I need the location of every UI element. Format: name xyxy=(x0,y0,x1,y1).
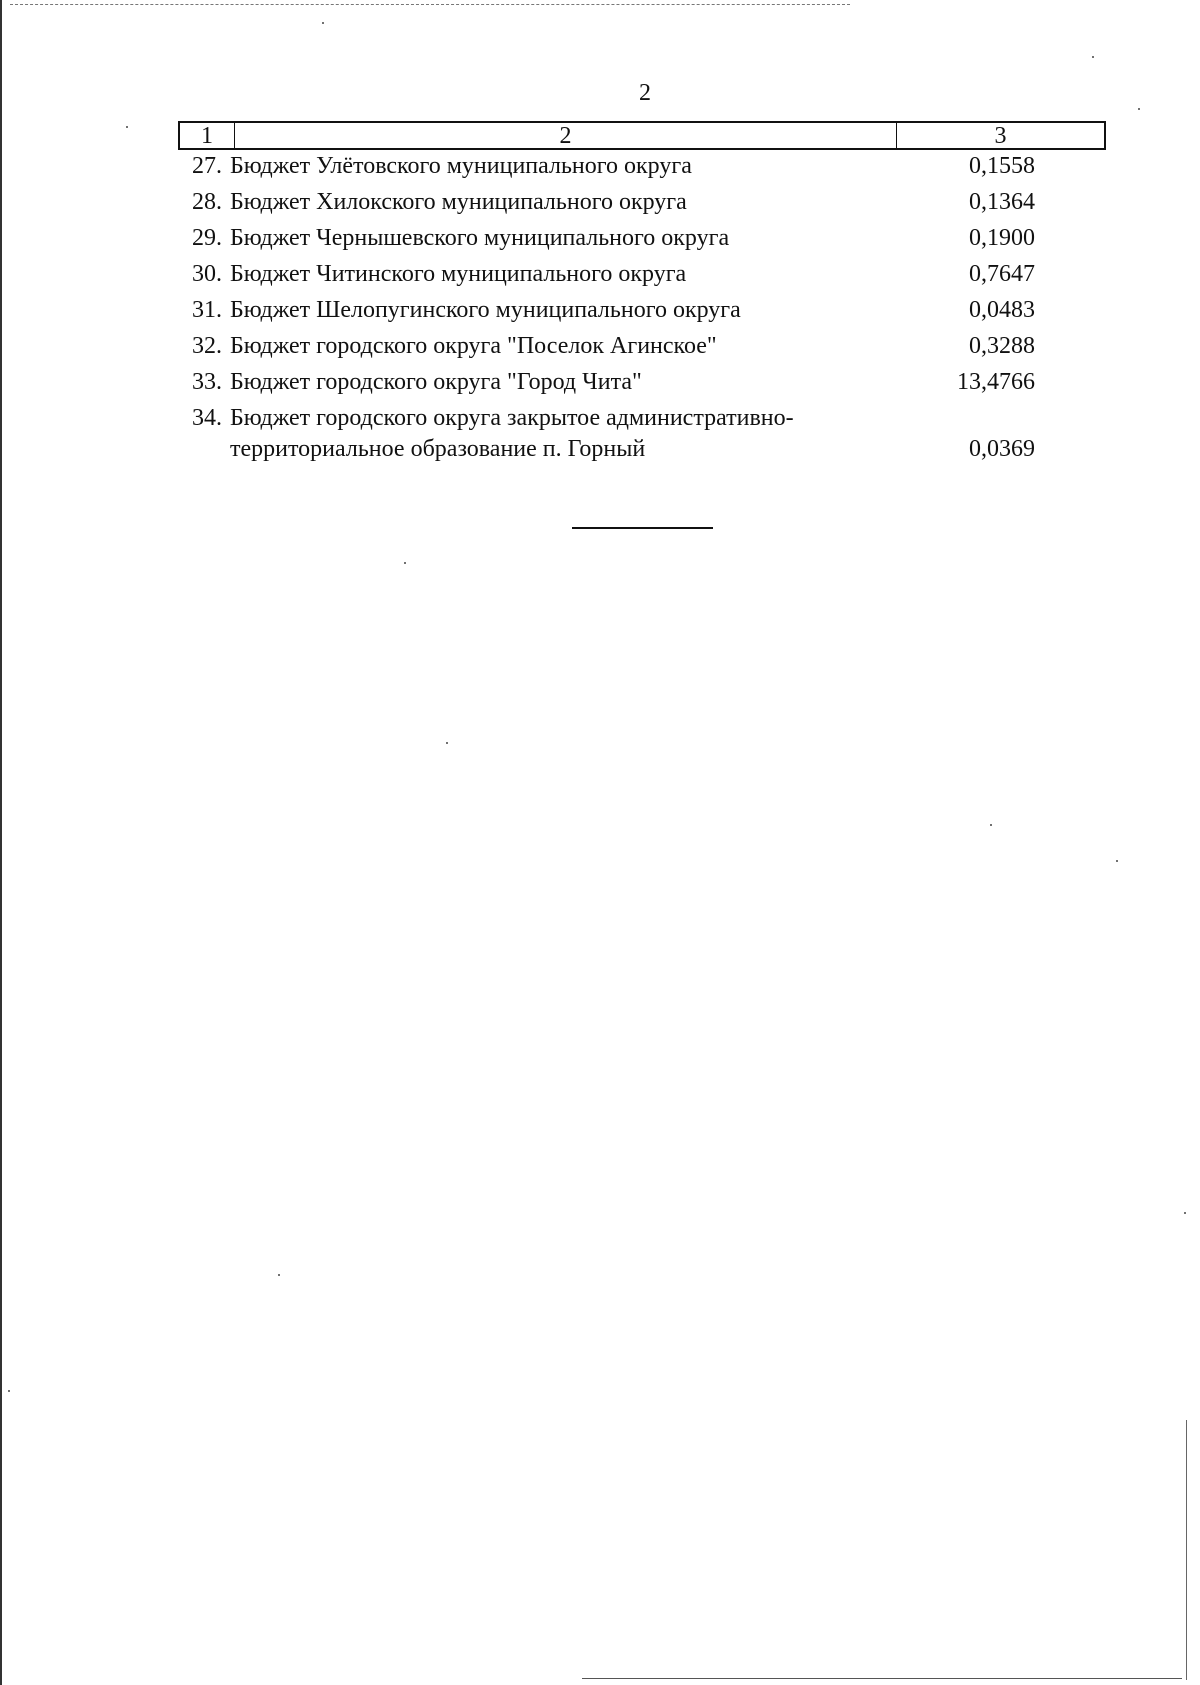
scan-speck xyxy=(404,562,406,564)
row-name: Бюджет городского округа "Город Чита" xyxy=(230,369,642,395)
table-row xyxy=(178,367,1106,398)
row-name: Бюджет городского округа "Поселок Агинское" xyxy=(230,333,717,359)
scan-speck xyxy=(322,22,324,24)
scan-edge-left xyxy=(0,0,2,1685)
scan-edge-top xyxy=(10,4,850,5)
scan-speck xyxy=(126,126,128,128)
row-name-line-2: территориальное образование п. Горный xyxy=(230,436,646,462)
row-name: Бюджет Читинского муниципального округа xyxy=(230,261,687,287)
row-name: Бюджет Хилокского муниципального округа xyxy=(230,189,687,215)
row-value: 0,0369 xyxy=(969,436,1035,462)
table-row xyxy=(178,259,1106,290)
row-name: Бюджет Шелопугинского муниципального округа xyxy=(230,297,741,323)
row-value: 0,1900 xyxy=(969,225,1035,251)
row-name: Бюджет Чернышевского муниципального округа xyxy=(230,225,730,251)
page-number: 2 xyxy=(639,80,651,106)
end-of-document-line xyxy=(572,527,713,529)
table-header-cell-1: 1 xyxy=(180,123,235,148)
row-value: 0,7647 xyxy=(969,261,1035,287)
row-number: 33. xyxy=(192,369,222,395)
row-number: 29. xyxy=(192,225,222,251)
row-value: 0,1364 xyxy=(969,189,1035,215)
row-value: 0,3288 xyxy=(969,333,1035,359)
table-row xyxy=(178,223,1106,254)
table-body xyxy=(178,151,1106,465)
row-number: 32. xyxy=(192,333,222,359)
scan-speck xyxy=(1184,1212,1186,1214)
row-name-line-1: Бюджет городского округа закрытое административно- xyxy=(230,405,794,431)
table-row xyxy=(178,295,1106,326)
table-header-row xyxy=(178,121,1106,150)
table-header-cell-3: 3 xyxy=(994,122,1007,149)
table-header-cell-2: 2 xyxy=(235,123,897,148)
table-row xyxy=(178,331,1106,362)
scan-speck xyxy=(8,1390,10,1392)
row-value: 0,1558 xyxy=(969,153,1035,179)
budget-table xyxy=(178,121,1106,465)
table-row xyxy=(178,187,1106,218)
scan-edge-bottom xyxy=(582,1678,1182,1679)
scan-speck xyxy=(278,1274,280,1276)
scan-speck xyxy=(1116,860,1118,862)
row-number: 34. xyxy=(192,405,222,431)
row-number: 27. xyxy=(192,153,222,179)
table-row xyxy=(178,151,1106,182)
table-row xyxy=(178,403,1106,465)
row-value: 0,0483 xyxy=(969,297,1035,323)
scan-speck xyxy=(1138,108,1140,110)
row-name: Бюджет Улётовского муниципального округа xyxy=(230,153,692,179)
scan-speck xyxy=(1092,56,1094,58)
row-number: 31. xyxy=(192,297,222,323)
row-name xyxy=(230,403,935,465)
scan-speck xyxy=(990,824,992,826)
scan-edge-right xyxy=(1186,1420,1187,1680)
row-number: 28. xyxy=(192,189,222,215)
row-number: 30. xyxy=(192,261,222,287)
scan-speck xyxy=(446,742,448,744)
row-value: 13,4766 xyxy=(957,369,1035,395)
